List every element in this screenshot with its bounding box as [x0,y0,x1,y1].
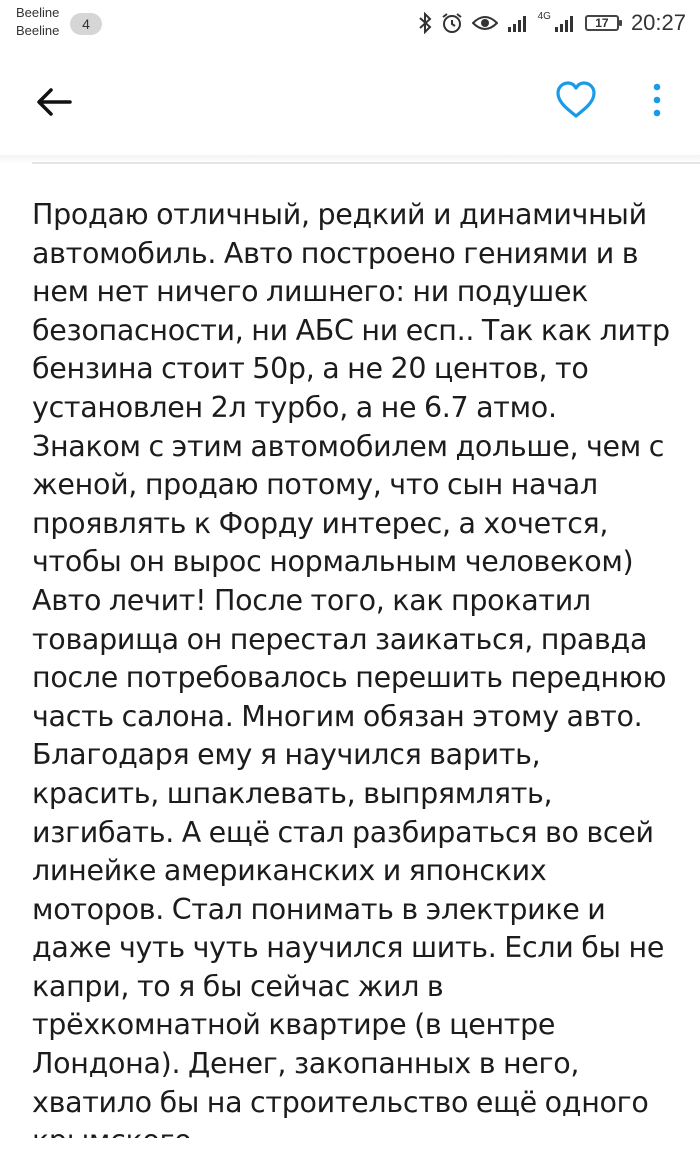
signal-icon [553,13,577,33]
carrier-1-label: Beeline [16,5,60,20]
bottom-edge [0,1138,700,1152]
status-bar [0,0,700,50]
back-button[interactable] [30,80,78,128]
favorite-button[interactable] [552,78,600,126]
more-vertical-icon [652,83,662,122]
signal-icon [506,13,530,33]
bluetooth-icon [418,12,432,34]
notification-count-badge: 4 [70,13,102,35]
arrow-back-icon [36,87,72,122]
heart-outline-icon [555,81,597,124]
clock: 20:27 [630,10,686,35]
app-bar [0,50,700,160]
section-divider [32,162,700,164]
status-icons [418,8,686,38]
alarm-icon [440,11,464,35]
more-options-button[interactable] [640,78,674,126]
carrier-2-label: Beeline [16,23,60,38]
battery-level: 17 [595,16,609,30]
listing-description-container [32,196,672,1152]
listing-description: Продаю отличный, редкий и динамичный автомобиль. Авто построено гениями и в нем нет ничего лишнего: ни подушек безопасности, ни АБС ни есп.. Так как литр бензина стоит 50р, а не 20 центов, то установлен 2л турбо, а не 6.7 атмо. Знаком с этим автомобилем дольше, чем с женой, продаю потому, что сын начал проявлять к Форду интерес, а хочется, чтобы он вырос нормальным человеком) Авто лечит! После того, как прокатил товарища он перестал заикаться, правда после потребовалось перешить переднюю часть салона. Многим обязан этому авто. Благодаря ему я научился варить, красить, шпаклевать, выпрямлять, изгибать. А ещё стал разбираться во всей линейке американских и японских моторов. Стал понимать в электрике и даже чуть чуть научился шить. Если бы не капри, то я бы сейчас жил в трёхкомнатной квартире (в центре Лондона). Денег, закопанных в него, хватило бы на строительство ещё одного [32,198,670,1119]
eye-icon [472,13,498,33]
network-type-label: 4G [537,11,551,22]
battery-icon [585,15,619,31]
carrier-info [16,4,59,40]
